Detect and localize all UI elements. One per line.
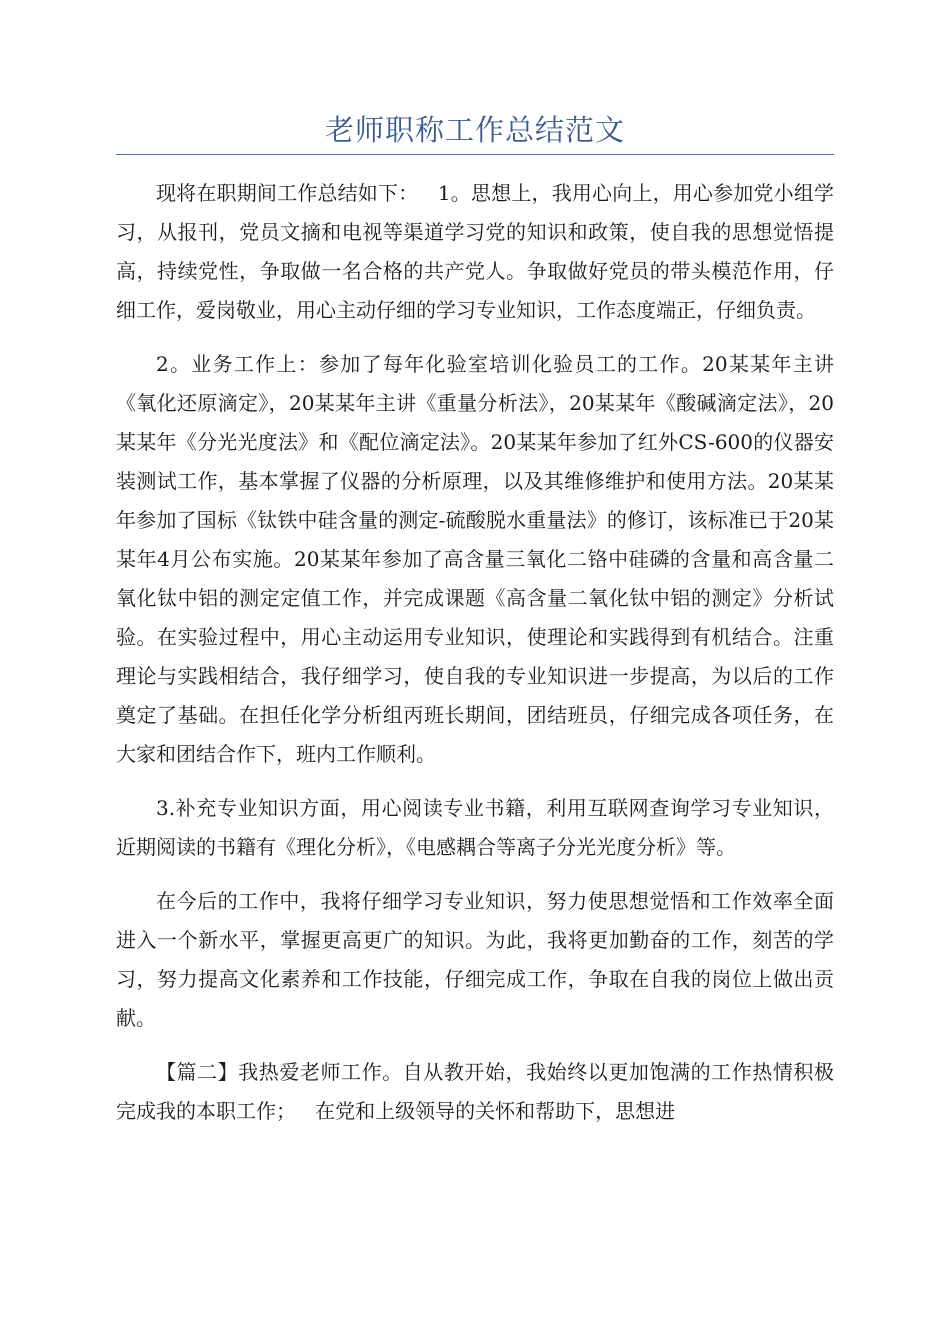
document-body [116, 174, 834, 1146]
paragraph-3: 3.补充专业知识方面，用心阅读专业书籍，利用互联网查询学习专业知识，近期阅读的书籍有《理化分析》，《电感耦合等离子分光光度分析》等。 [116, 796, 834, 859]
title-underline [116, 154, 834, 155]
paragraph-1: 现将在职期间工作总结如下： 1。思想上，我用心向上，用心参加党小组学习，从报刊，党员文摘和电视等渠道学习党的知识和政策，使自我的思想觉悟提高，持续党性，争取做一名合格的共产党人。争取做好党员的带头模范作用，仔细工作，爱岗敬业，用心主动仔细的学习专业知识，工作态度端正，仔细负责。 [116, 181, 834, 322]
document-title: 老师职称工作总结范文 [324, 113, 625, 147]
paragraph-4: 在今后的工作中，我将仔细学习专业知识，努力使思想觉悟和工作效率全面进入一个新水平，掌握更高更广的知识。为此，我将更加勤奋的工作，刻苦的学习，努力提高文化素养和工作技能，仔细完成工作，争取在自我的岗位上做出贡献。 [116, 889, 834, 1030]
paragraph-5: 【篇二】我热爱老师工作。自从教开始，我始终以更加饱满的工作热情积极完成我的本职工作； 在党和上级领导的关怀和帮助下，思想进 [116, 1060, 834, 1123]
paragraph-2: 2。业务工作上：参加了每年化验室培训化验员工的工作。20某某年主讲《氧化还原滴定》，20某某年主讲《重量分析法》，20某某年《酸碱滴定法》，20某某年《分光光度法》和《配位滴定法》。20某某年参加了红外CS-600的仪器安装测试工作，基本掌握了仪器的分析原理，以及其维修维护和使用方法。20某某年参加了国标《钛铁中硅含量的测定-硫酸脱水重量法》的修订，该标准已于20某某年4月公布实施。20某某年参加了高含量三氧化二铬中硅磷的含量和高含量二氧化钛中铝的测定定值工作，并完成课题《高含量二氧化钛中铝的测定》分析试验。在实验过程中，用心主动运用专业知识，使理论和实践得到有机结合。注重理论与实践相结合，我仔细学习，使自我的专业知识进一步提高，为以后的工作奠定了基础。在担任化学分析组丙班长期间，团结班员，仔细完成各项任务，在大家和团结合作下，班内工作顺利。 [116, 352, 834, 766]
